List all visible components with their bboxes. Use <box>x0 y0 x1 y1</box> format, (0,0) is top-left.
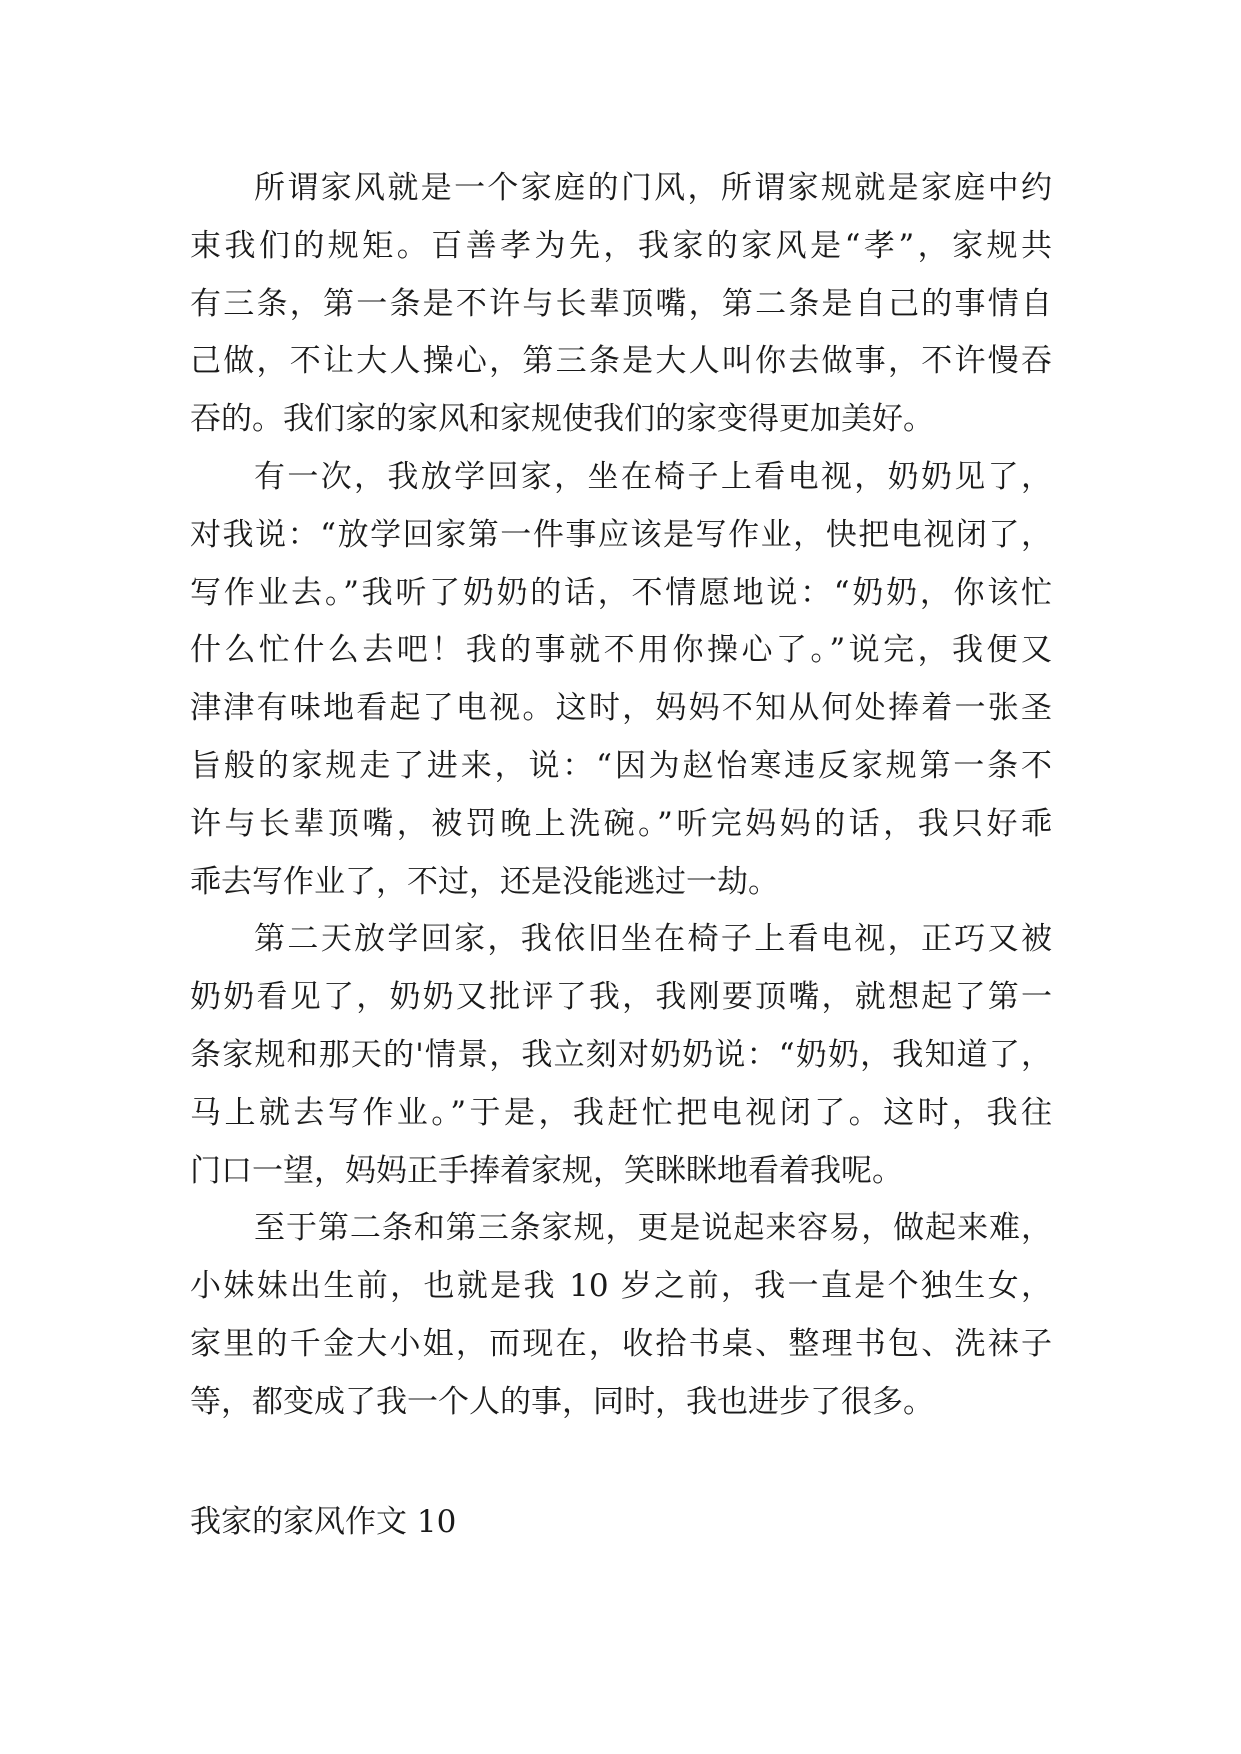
text-line: 许与长辈顶嘴，被罚晚上洗碗。”听完妈妈的话，我只好乖 <box>190 805 1052 842</box>
essay-body <box>190 160 1052 1432</box>
paragraph-2 <box>190 449 1052 911</box>
paragraph-4 <box>190 1200 1052 1431</box>
text-line: 至于第二条和第三条家规，更是说起来容易，做起来难， <box>254 1210 1052 1247</box>
text-line: 奶奶看见了，奶奶又批评了我，我刚要顶嘴，就想起了第一 <box>190 979 1052 1016</box>
text-line: 第二天放学回家，我依旧坐在椅子上看电视，正巧又被 <box>254 921 1052 958</box>
paragraph-1 <box>190 160 1052 449</box>
text-line: 乖去写作业了，不过，还是没能逃过一劫。 <box>190 863 779 900</box>
paragraph-3 <box>190 911 1052 1200</box>
text-line: 写作业去。”我听了奶奶的话，不情愿地说：“奶奶，你该忙 <box>190 574 1052 611</box>
text-line: 什么忙什么去吧！我的事就不用你操心了。”说完，我便又 <box>190 632 1052 669</box>
text-line: 小妹妹出生前，也就是我 10 岁之前，我一直是个独生女， <box>190 1268 1052 1305</box>
text-line: 马上就去写作业。”于是，我赶忙把电视闭了。这时，我往 <box>190 1094 1052 1131</box>
section-heading: 我家的家风作文 10 <box>190 1504 457 1540</box>
text-line: 所谓家风就是一个家庭的门风，所谓家规就是家庭中约 <box>254 170 1052 206</box>
text-line: 对我说：“放学回家第一件事应该是写作业，快把电视闭了， <box>190 516 1052 553</box>
text-line: 有三条，第一条是不许与长辈顶嘴，第二条是自己的事情自 <box>190 285 1052 322</box>
text-line: 条家规和那天的'情景，我立刻对奶奶说：“奶奶，我知道了， <box>190 1036 1052 1073</box>
text-line: 束我们的规矩。百善孝为先，我家的家风是“孝”，家规共 <box>190 227 1052 264</box>
text-line: 有一次，我放学回家，坐在椅子上看电视，奶奶见了， <box>254 458 1052 495</box>
text-line: 家里的千金大小姐，而现在，收拾书桌、整理书包、洗袜子 <box>190 1325 1052 1362</box>
text-line: 旨般的家规走了进来，说：“因为赵怡寒违反家规第一条不 <box>190 747 1052 784</box>
text-line: 己做，不让大人操心，第三条是大人叫你去做事，不许慢吞 <box>190 343 1052 380</box>
text-line: 津津有味地看起了电视。这时，妈妈不知从何处捧着一张圣 <box>190 690 1052 727</box>
text-line: 门口一望，妈妈正手捧着家规，笑眯眯地看着我呢。 <box>190 1152 903 1189</box>
text-line: 吞的。我们家的家风和家规使我们的家变得更加美好。 <box>190 401 934 438</box>
text-line: 等，都变成了我一个人的事，同时，我也进步了很多。 <box>190 1383 934 1420</box>
